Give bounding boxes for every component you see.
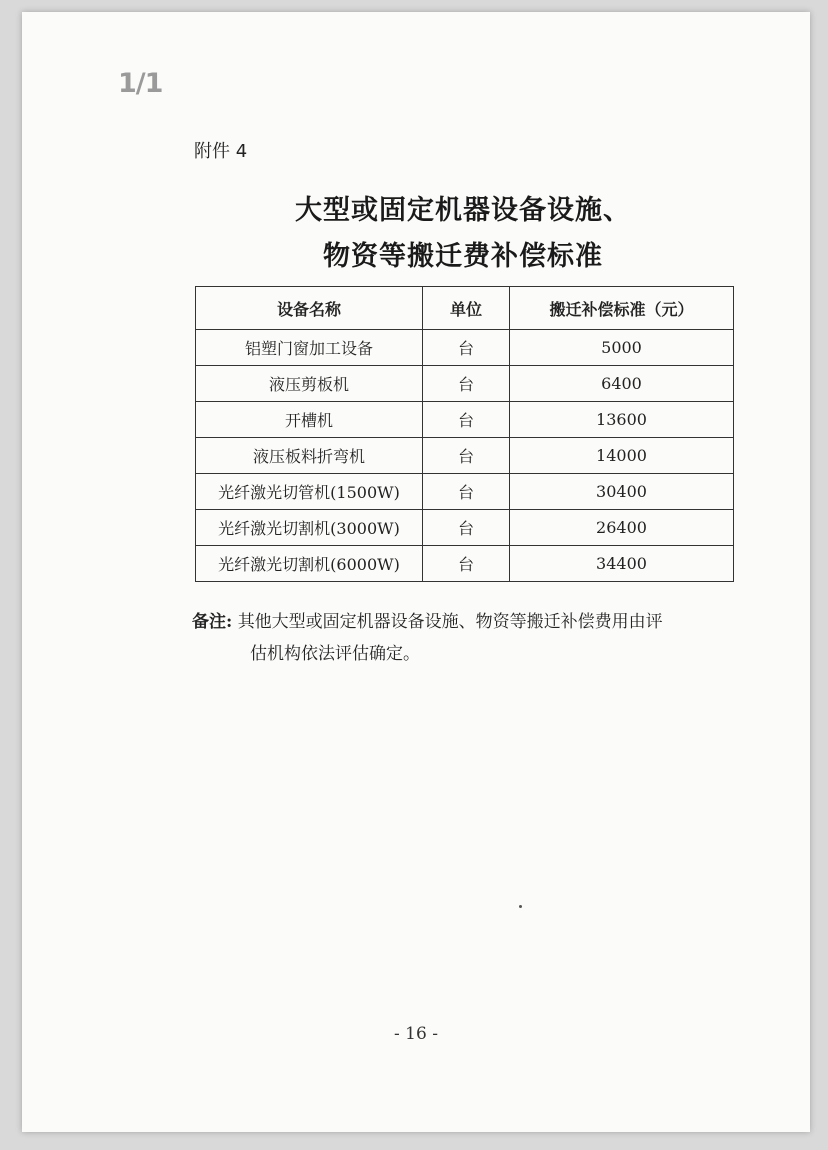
title-line-1: 大型或固定机器设备设施、 (295, 195, 631, 226)
table-row (196, 330, 734, 366)
header-equipment-name: 设备名称 (196, 287, 423, 330)
cell-equipment-name: 光纤激光切管机(1500W) (196, 474, 423, 510)
remarks-text-line-2: 估机构依法评估确定。 (250, 644, 420, 664)
table-header-row (196, 287, 734, 330)
table-row (196, 438, 734, 474)
table-row (196, 366, 734, 402)
cell-unit: 台 (423, 330, 510, 366)
cell-unit: 台 (423, 474, 510, 510)
cell-compensation: 34400 (510, 546, 734, 582)
title-line-2: 物资等搬迁费补偿标准 (323, 241, 603, 272)
page-indicator: 1/1 (118, 68, 163, 99)
attachment-label: 附件 4 (194, 141, 248, 162)
cell-equipment-name: 液压板料折弯机 (196, 438, 423, 474)
header-unit: 单位 (423, 287, 510, 330)
remarks (192, 606, 737, 670)
cell-unit: 台 (423, 438, 510, 474)
table-row (196, 510, 734, 546)
table-row (196, 474, 734, 510)
header-compensation: 搬迁补偿标准（元） (510, 287, 734, 330)
cell-unit: 台 (423, 510, 510, 546)
cell-equipment-name: 铝塑门窗加工设备 (196, 330, 423, 366)
cell-equipment-name: 液压剪板机 (196, 366, 423, 402)
cell-compensation: 13600 (510, 402, 734, 438)
cell-unit: 台 (423, 546, 510, 582)
document-page (22, 12, 810, 1132)
cell-equipment-name: 开槽机 (196, 402, 423, 438)
cell-compensation: 14000 (510, 438, 734, 474)
cell-compensation: 5000 (510, 330, 734, 366)
remarks-text-line-1: 其他大型或固定机器设备设施、物资等搬迁补偿费用由评 (237, 612, 663, 632)
table-row (196, 546, 734, 582)
compensation-table (195, 286, 734, 582)
cell-unit: 台 (423, 402, 510, 438)
page-number: - 16 - (394, 1024, 438, 1044)
cell-unit: 台 (423, 366, 510, 402)
remarks-label: 备注: (192, 612, 233, 632)
table-row (196, 402, 734, 438)
cell-compensation: 26400 (510, 510, 734, 546)
cell-equipment-name: 光纤激光切割机(6000W) (196, 546, 423, 582)
scan-speck (519, 905, 522, 908)
cell-compensation: 30400 (510, 474, 734, 510)
cell-equipment-name: 光纤激光切割机(3000W) (196, 510, 423, 546)
cell-compensation: 6400 (510, 366, 734, 402)
document-title (194, 188, 732, 280)
